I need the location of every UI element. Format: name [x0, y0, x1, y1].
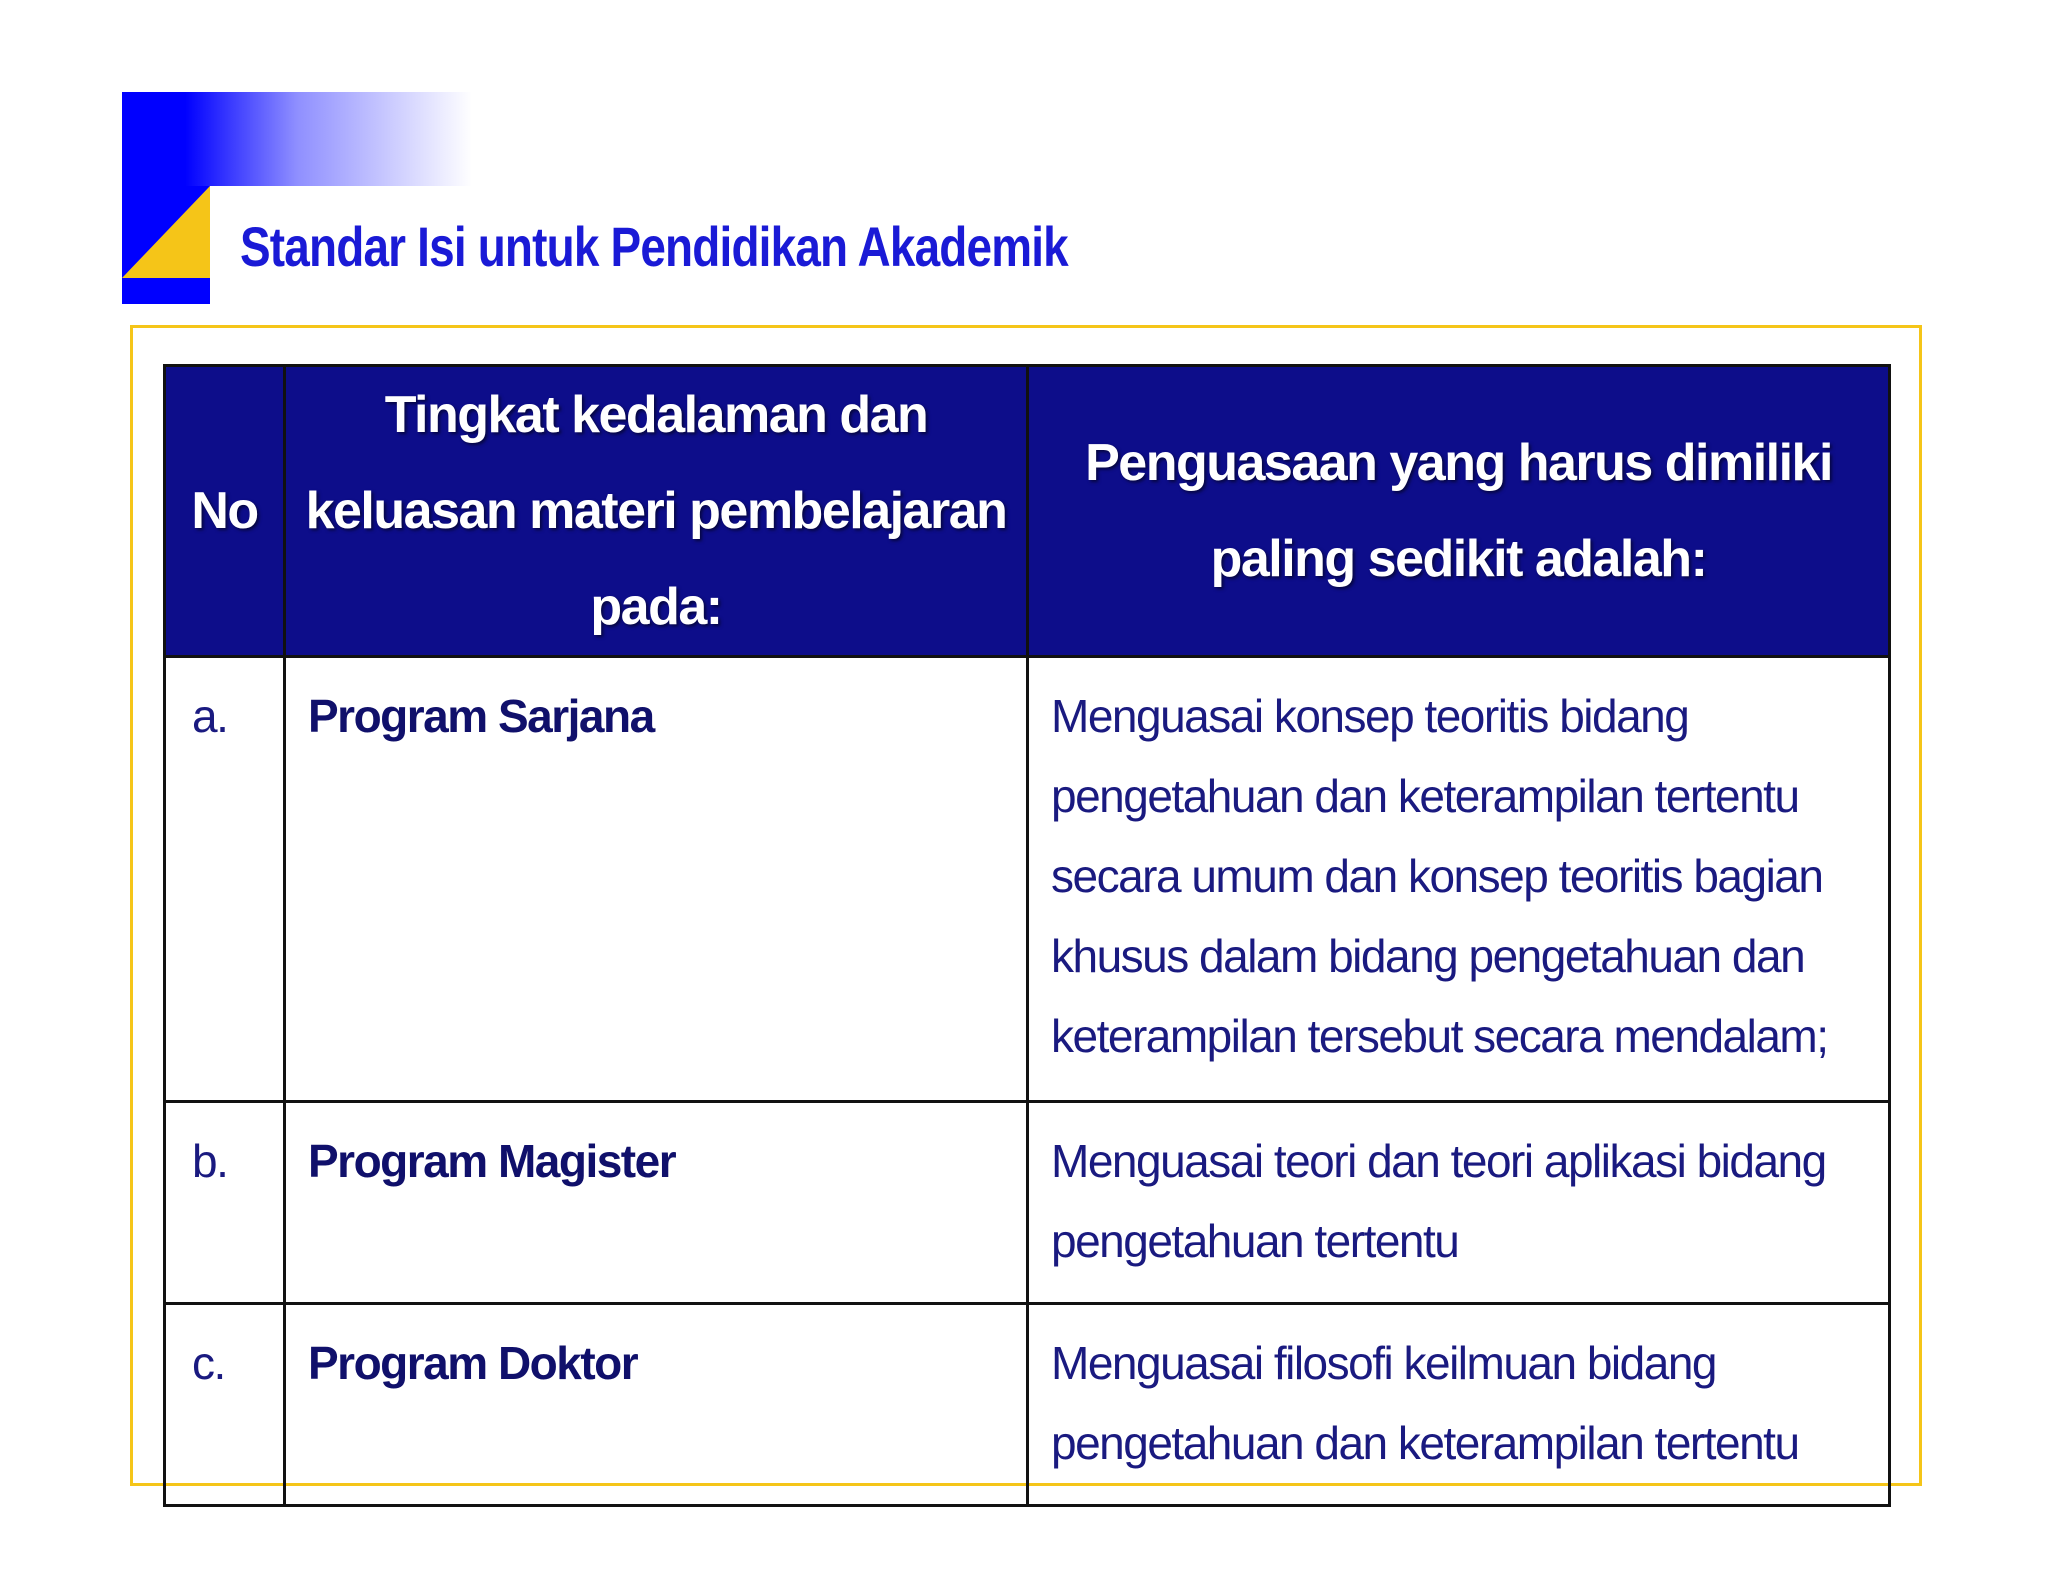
table-header-row [165, 366, 1890, 657]
header-no: No [165, 366, 285, 657]
program-name: Program Sarjana [285, 657, 1028, 1102]
mastery-description: Menguasai teori dan teori aplikasi bidang pengetahuan tertentu [1028, 1102, 1890, 1304]
table-row [165, 1102, 1890, 1304]
program-name: Program Magister [285, 1102, 1028, 1304]
table-row [165, 657, 1890, 1102]
row-number: b. [165, 1102, 285, 1304]
table-row [165, 1304, 1890, 1506]
mastery-description: Menguasai konsep teoritis bidang pengetahuan dan keterampilan tertentu secara umum dan konsep teoritis bagian khusus dalam bidang pengetahuan dan keterampilan tersebut secara mendalam; [1028, 657, 1890, 1102]
program-name: Program Doktor [285, 1304, 1028, 1506]
header-level: Tingkat kedalaman dan keluasan materi pembelajaran pada: [285, 366, 1028, 657]
mastery-description: Menguasai filosofi keilmuan bidang pengetahuan dan keterampilan tertentu [1028, 1304, 1890, 1506]
row-number: a. [165, 657, 285, 1102]
slide-title: Standar Isi untuk Pendidikan Akademik [240, 215, 1068, 278]
standards-table [163, 364, 1891, 1507]
row-number: c. [165, 1304, 285, 1506]
header-corner-decoration [122, 186, 210, 304]
header-gradient-bar [122, 92, 472, 186]
header-mastery: Penguasaan yang harus dimiliki paling sedikit adalah: [1028, 366, 1890, 657]
